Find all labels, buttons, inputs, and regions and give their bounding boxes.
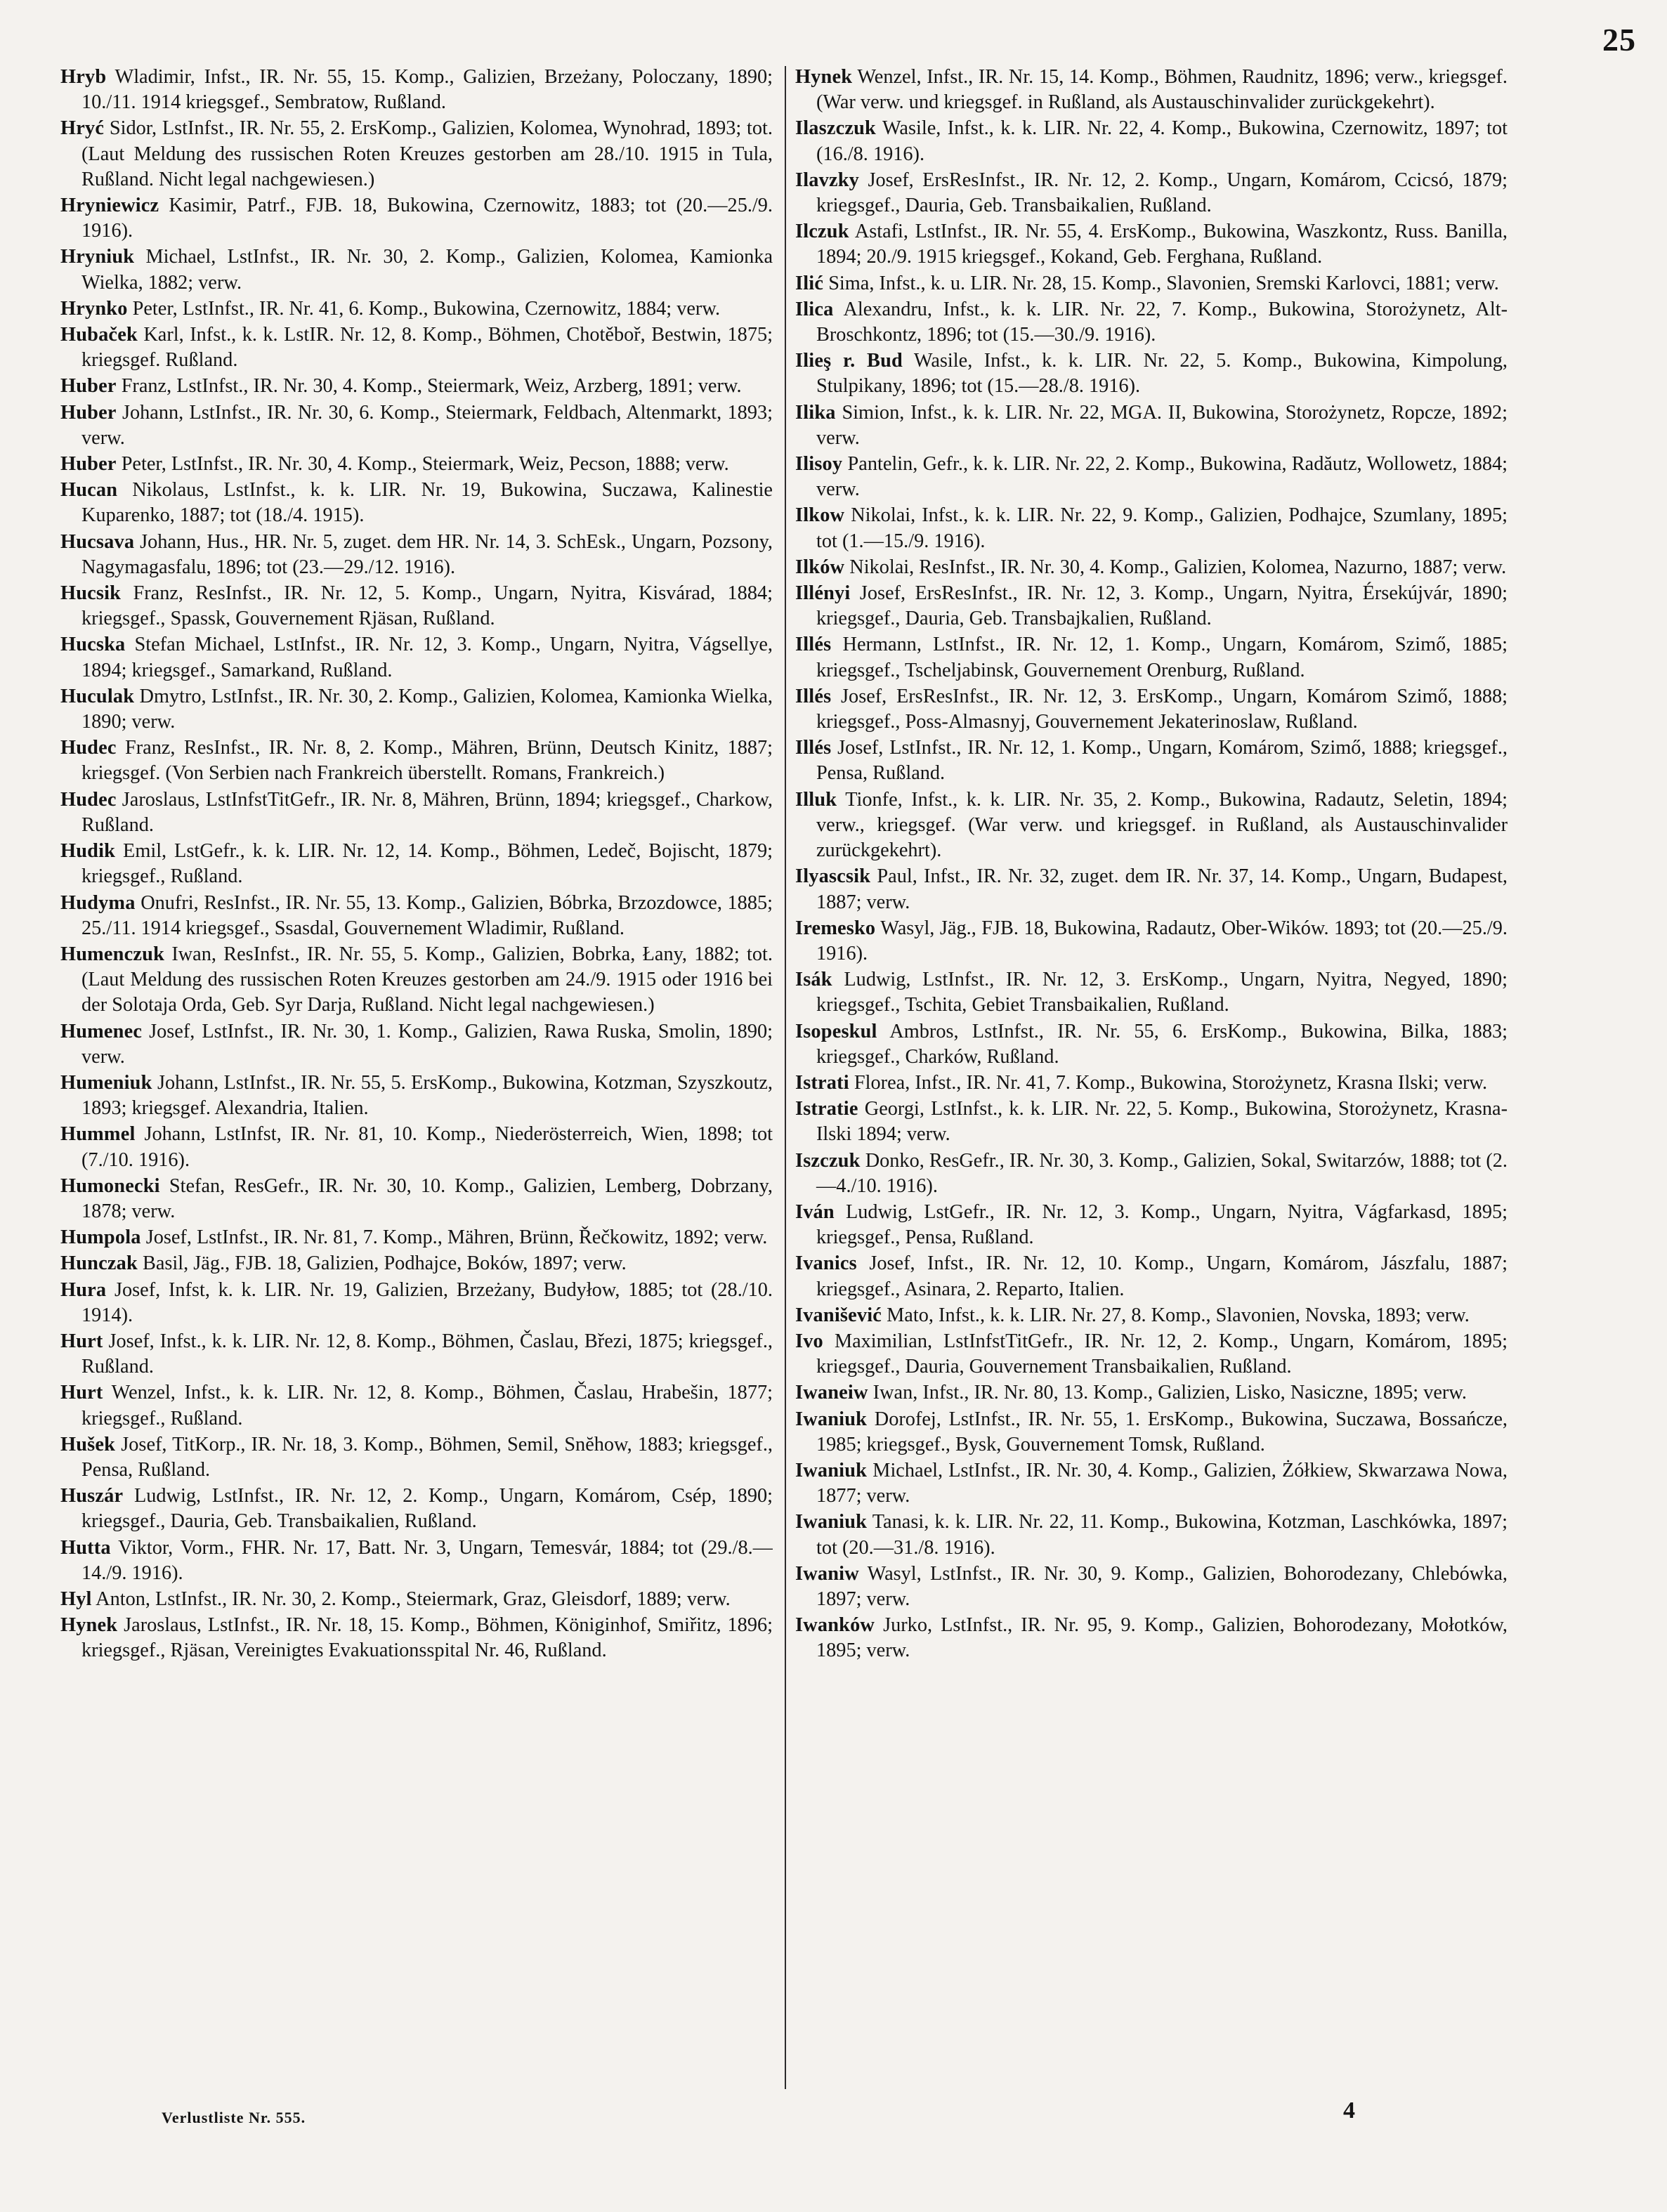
entry-surname: Hryniuk xyxy=(60,246,135,268)
footer-source: Verlustliste Nr. 555. xyxy=(162,2109,306,2126)
casualty-entry xyxy=(795,1562,1508,1612)
entry-surname: Hucsava xyxy=(60,530,135,553)
entry-surname: Huculak xyxy=(60,685,135,707)
casualty-entry xyxy=(60,322,773,373)
entry-surname: Ilić xyxy=(795,272,824,294)
entry-details: Florea, Infst., IR. Nr. 41, 7. Komp., Bukowina, Storożynetz, Krasna Ilski; verw. xyxy=(854,1071,1488,1094)
entry-details: Wladimir, Infst., IR. Nr. 55, 15. Komp., Galizien, Brzeżany, Poloczany, 1890; 10./11. 1914 kriegsgef., Sembratow, Rußland. xyxy=(81,66,773,114)
entry-details: Onufri, ResInfst., IR. Nr. 55, 13. Komp., Galizien, Bóbrka, Brzozdowce, 1885; 25./11. 1914 kriegsgef., Ssasdal, Gouvernement Wladimir, Rußland. xyxy=(81,891,773,939)
entry-surname: Hryb xyxy=(60,66,107,88)
entry-surname: Hudyma xyxy=(60,891,136,914)
casualty-entry xyxy=(60,684,773,735)
entry-surname: Humenec xyxy=(60,1020,143,1042)
casualty-entry xyxy=(795,787,1508,864)
casualty-entry xyxy=(60,296,773,322)
entry-surname: Ilkow xyxy=(795,504,845,527)
casualty-entry xyxy=(795,1251,1508,1302)
entry-surname: Huber xyxy=(60,375,117,398)
casualty-entry xyxy=(795,1458,1508,1509)
entry-details: Josef, Infst., IR. Nr. 12, 10. Komp., Ungarn, Komárom, Jászfalu, 1887; kriegsgef., Asinara, 2. Reparto, Italien. xyxy=(816,1252,1508,1300)
entry-details: Franz, ResInfst., IR. Nr. 12, 5. Komp., Ungarn, Nyitra, Kisvárad, 1884; kriegsgef., Spassk, Gouvernement Rjäsan, Rußland. xyxy=(81,582,773,630)
entry-details: Emil, LstGefr., k. k. LIR. Nr. 12, 14. Komp., Böhmen, Ledeč, Bojischt, 1879; kriegsgef., Rußland. xyxy=(81,840,773,888)
entry-surname: Illényi xyxy=(795,582,851,605)
entry-surname: Humpola xyxy=(60,1226,141,1249)
entry-surname: Illuk xyxy=(795,788,837,811)
entry-details: Astafi, LstInfst., IR. Nr. 55, 4. ErsKomp., Bukowina, Waszkontz, Russ. Banilla, 1894; 20./9. 1915 kriegsgef., Kokand, Geb. Ferghana, Rußland. xyxy=(816,221,1508,268)
casualty-entry xyxy=(60,374,773,399)
entry-details: Georgi, LstInfst., k. k. LIR. Nr. 22, 5. Komp., Bukowina, Storożynetz, Krasna-Ilski 1894; verw. xyxy=(816,1098,1508,1146)
casualty-entry xyxy=(795,1407,1508,1458)
casualty-entry xyxy=(60,1329,773,1380)
casualty-entry xyxy=(60,400,773,451)
entry-surname: Istrati xyxy=(795,1071,849,1094)
entry-surname: Hura xyxy=(60,1278,107,1301)
casualty-entry xyxy=(60,839,773,889)
casualty-entry xyxy=(60,1380,773,1431)
entry-details: Franz, LstInfst., IR. Nr. 30, 4. Komp., Steiermark, Weiz, Arzberg, 1891; verw. xyxy=(121,375,742,398)
entry-details: Josef, ErsResInfst., IR. Nr. 12, 2. Komp., Ungarn, Komárom, Ccicsó, 1879; kriegsgef., Dauria, Geb. Transbaikalien, Rußland. xyxy=(816,169,1508,217)
casualty-entry xyxy=(795,864,1508,915)
casualty-entry xyxy=(795,116,1508,166)
casualty-entry xyxy=(795,916,1508,967)
entry-surname: Hurt xyxy=(60,1382,103,1404)
entry-surname: Hrynko xyxy=(60,297,128,320)
entry-surname: Istratie xyxy=(795,1098,858,1120)
casualty-entry xyxy=(60,65,773,115)
entry-surname: Ilków xyxy=(795,556,845,578)
entry-details: Peter, LstInfst., IR. Nr. 41, 6. Komp., Bukowina, Czernowitz, 1884; verw. xyxy=(132,297,721,320)
entry-surname: Ilavzky xyxy=(795,169,860,191)
entry-details: Ludwig, LstInfst., IR. Nr. 12, 2. Komp., Ungarn, Komárom, Csép, 1890; kriegsgef., Dauria, Geb. Transbaikalien, Rußland. xyxy=(81,1485,773,1533)
entry-details: Peter, LstInfst., IR. Nr. 30, 4. Komp., Steiermark, Weiz, Pecson, 1888; verw. xyxy=(121,453,729,476)
entry-surname: Hudik xyxy=(60,840,116,863)
entry-details: Josef, LstInfst., IR. Nr. 12, 1. Komp., Ungarn, Komárom, Szimő, 1888; kriegsgef., Pensa, Rußland. xyxy=(816,737,1508,785)
casualty-entry xyxy=(795,735,1508,786)
entry-surname: Iván xyxy=(795,1200,835,1223)
entry-details: Mato, Infst., k. k. LIR. Nr. 27, 8. Komp., Slavonien, Novska, 1893; verw. xyxy=(887,1304,1470,1326)
entry-details: Basil, Jäg., FJB. 18, Galizien, Podhajce, Boków, 1897; verw. xyxy=(142,1252,627,1275)
entry-details: Paul, Infst., IR. Nr. 32, zuget. dem IR. Nr. 37, 14. Komp., Ungarn, Budapest, 1887; verw. xyxy=(816,865,1508,913)
footer-sheet-number: 4 xyxy=(1343,2098,1355,2123)
entry-surname: Illés xyxy=(795,737,832,759)
entry-details: Pantelin, Gefr., k. k. LIR. Nr. 22, 2. Komp., Bukowina, Radăutz, Wollowetz, 1884; verw. xyxy=(816,453,1508,501)
entry-details: Stefan, ResGefr., IR. Nr. 30, 10. Komp., Galizien, Lemberg, Dobrzany, 1878; verw. xyxy=(81,1174,773,1222)
casualty-entry xyxy=(795,348,1508,399)
entry-details: Jaroslaus, LstInfst., IR. Nr. 18, 15. Komp., Böhmen, Königinhof, Smiřitz, 1896; kriegsgef., Rjäsan, Vereinigtes Evakuationsspital Nr. 46, Rußland. xyxy=(81,1614,773,1662)
entry-details: Johann, LstInfst., IR. Nr. 30, 6. Komp., Steiermark, Feldbach, Altenmarkt, 1893; verw. xyxy=(81,401,773,449)
entry-details: Ludwig, LstGefr., IR. Nr. 12, 3. Komp., Ungarn, Nyitra, Vágfarkasd, 1895; kriegsgef., Pensa, Rußland. xyxy=(816,1200,1508,1249)
casualty-entry xyxy=(60,1278,773,1328)
entry-surname: Hušek xyxy=(60,1433,116,1455)
entry-surname: Ilisoy xyxy=(795,453,843,476)
entry-surname: Ilczuk xyxy=(795,221,849,243)
entry-surname: Humenczuk xyxy=(60,943,165,965)
casualty-entry xyxy=(60,1019,773,1070)
entry-details: Michael, LstInfst., IR. Nr. 30, 2. Komp., Galizien, Kolomea, Kamionka Wielka, 1882; verw. xyxy=(81,246,773,294)
page-number: 25 xyxy=(1602,22,1636,58)
entry-surname: Iwaniuk xyxy=(795,1459,868,1481)
entry-details: Nikolai, Infst., k. k. LIR. Nr. 22, 9. Komp., Galizien, Podhajce, Szumlany, 1895; tot (1.—15./9. 1916). xyxy=(816,504,1508,552)
entry-surname: Illés xyxy=(795,634,832,656)
entry-surname: Humeniuk xyxy=(60,1071,152,1094)
entry-surname: Iwaniuk xyxy=(795,1408,868,1430)
entry-details: Josef, ErsResInfst., IR. Nr. 12, 3. ErsKomp., Ungarn, Komárom Szimő, 1888; kriegsgef., Poss-Almasnyj, Gouvernement Jekaterinoslaw, Rußland. xyxy=(816,685,1508,733)
casualty-entry xyxy=(795,1380,1508,1406)
entry-surname: Ilieş r. Bud xyxy=(795,350,903,372)
entry-surname: Ilaszczuk xyxy=(795,117,876,140)
entry-details: Tanasi, k. k. LIR. Nr. 22, 11. Komp., Bukowina, Kotzman, Laschkówka, 1897; tot (20.—31./8. 1916). xyxy=(816,1511,1508,1559)
entry-surname: Huszár xyxy=(60,1485,124,1507)
entry-surname: Illés xyxy=(795,685,832,707)
casualty-entry xyxy=(60,1071,773,1121)
entry-surname: Hudec xyxy=(60,737,117,759)
column-divider xyxy=(785,66,786,2089)
entry-surname: Hunczak xyxy=(60,1252,138,1275)
casualty-entry xyxy=(60,787,773,838)
casualty-entry xyxy=(60,1174,773,1224)
entry-details: Josef, ErsResInfst., IR. Nr. 12, 3. Komp., Ungarn, Nyitra, Érsekújvár, 1890; kriegsgef., Dauria, Geb. Transbajkalien, Rußland. xyxy=(816,582,1508,630)
entry-details: Josef, Infst, k. k. LIR. Nr. 19, Galizien, Brzeżany, Budyłow, 1885; tot (28./10. 1914). xyxy=(81,1278,773,1326)
entry-surname: Hucska xyxy=(60,634,126,656)
casualty-entry xyxy=(795,219,1508,270)
casualty-entry xyxy=(60,1587,773,1612)
casualty-entry xyxy=(60,1432,773,1483)
entry-details: Jurko, LstInfst., IR. Nr. 95, 9. Komp., Galizien, Bohorodezany, Mołotków, 1895; verw. xyxy=(816,1614,1508,1662)
entry-details: Anton, LstInfst., IR. Nr. 30, 2. Komp., Steiermark, Graz, Gleisdorf, 1889; verw. xyxy=(96,1588,731,1610)
entry-details: Michael, LstInfst., IR. Nr. 30, 4. Komp., Galizien, Żółkiew, Skwarzawa Nowa, 1877; verw. xyxy=(816,1459,1508,1507)
casualty-entry xyxy=(795,168,1508,218)
casualty-entry xyxy=(795,400,1508,451)
entry-details: Wenzel, Infst., IR. Nr. 15, 14. Komp., Böhmen, Raudnitz, 1896; verw., kriegsgef. (War verw. und kriegsgef. in Rußland, als Austauschinvalider zurückgekehrt). xyxy=(816,66,1508,114)
entry-surname: Ivo xyxy=(795,1330,823,1352)
entry-details: Stefan Michael, LstInfst., IR. Nr. 12, 3. Komp., Ungarn, Nyitra, Vágsellye, 1894; kriegsgef., Samarkand, Rußland. xyxy=(81,634,773,681)
casualty-entry xyxy=(60,478,773,528)
casualty-entry xyxy=(60,581,773,631)
casualty-entry xyxy=(60,1122,773,1172)
entry-details: Sidor, LstInfst., IR. Nr. 55, 2. ErsKomp., Galizien, Kolomea, Wynohrad, 1893; tot. (Laut Meldung des russischen Roten Kreuzes gestorben am 28./10. 1915 in Tula, Rußland. Nicht legal nachgewiesen.) xyxy=(81,117,773,190)
entry-surname: Ilika xyxy=(795,401,836,424)
casualty-entry xyxy=(795,1303,1508,1328)
entry-details: Maximilian, LstInfstTitGefr., IR. Nr. 12, 2. Komp., Ungarn, Komárom, 1895; kriegsgef., Dauria, Gouvernement Transbaikalien, Rußland. xyxy=(816,1330,1508,1378)
entry-details: Franz, ResInfst., IR. Nr. 8, 2. Komp., Mähren, Brünn, Deutsch Kinitz, 1887; kriegsgef. (Von Serbien nach Frankreich überstellt. Romans, Frankreich.) xyxy=(81,737,773,785)
entry-surname: Ilyascsik xyxy=(795,865,871,888)
casualty-entry xyxy=(60,1613,773,1663)
entry-surname: Hyl xyxy=(60,1588,92,1610)
entry-surname: Hurt xyxy=(60,1330,103,1352)
entry-details: Johann, LstInfst., IR. Nr. 55, 5. ErsKomp., Bukowina, Kotzman, Szyszkoutz, 1893; kriegsgef. Alexandria, Italien. xyxy=(81,1071,773,1120)
casualty-entry xyxy=(795,632,1508,683)
entry-details: Kasimir, Patrf., FJB. 18, Bukowina, Czernowitz, 1883; tot (20.—25./9. 1916). xyxy=(81,195,773,242)
entry-details: Iwan, ResInfst., IR. Nr. 55, 5. Komp., Galizien, Bobrka, Łany, 1882; tot. (Laut Meldung des russischen Roten Kreuzes gestorben am 24./9. 1915 oder 1916 bei der Solotaja Orda, Geb. Syr Darja, Rußland. Nicht legal nachgewiesen.) xyxy=(81,943,773,1016)
entry-details: Wasyl, LstInfst., IR. Nr. 30, 9. Komp., Galizien, Bohorodezany, Chlebówka, 1897; verw. xyxy=(816,1562,1508,1610)
entry-surname: Hutta xyxy=(60,1536,111,1559)
entry-surname: Iwanków xyxy=(795,1614,875,1637)
entry-details: Dorofej, LstInfst., IR. Nr. 55, 1. ErsKomp., Bukowina, Suczawa, Bossańcze, 1985; kriegsgef., Bysk, Gouvernement Tomsk, Rußland. xyxy=(816,1408,1508,1455)
entry-details: Josef, TitKorp., IR. Nr. 18, 3. Komp., Böhmen, Semil, Snĕhow, 1883; kriegsgef., Pensa, Rußland. xyxy=(81,1433,773,1481)
entry-surname: Huber xyxy=(60,401,117,424)
casualty-entry xyxy=(60,735,773,786)
entry-surname: Hucsik xyxy=(60,582,122,605)
left-column xyxy=(60,65,773,2095)
casualty-entry xyxy=(795,1613,1508,1663)
entry-surname: Iwaniw xyxy=(795,1562,859,1585)
entry-details: Hermann, LstInfst., IR. Nr. 12, 1. Komp., Ungarn, Komárom, Szimő, 1885; kriegsgef., Tscheljabinsk, Gouvernement Orenburg, Rußland. xyxy=(816,634,1508,681)
entry-details: Wasyl, Jäg., FJB. 18, Bukowina, Radautz, Ober-Wików. 1893; tot (20.—25./9. 1916). xyxy=(816,917,1508,964)
right-column xyxy=(795,65,1508,2095)
entry-surname: Iszczuk xyxy=(795,1149,861,1172)
entry-details: Sima, Infst., k. u. LIR. Nr. 28, 15. Komp., Slavonien, Sremski Karlovci, 1881; verw. xyxy=(828,272,1499,294)
entry-surname: Humonecki xyxy=(60,1174,160,1197)
entry-details: Dmytro, LstInfst., IR. Nr. 30, 2. Komp., Galizien, Kolomea, Kamionka Wielka, 1890; verw. xyxy=(81,685,773,733)
casualty-entry xyxy=(795,271,1508,296)
entry-surname: Iwaneiw xyxy=(795,1382,868,1404)
entry-surname: Hucan xyxy=(60,479,118,502)
casualty-entry xyxy=(795,555,1508,580)
entry-surname: Hryniewicz xyxy=(60,195,159,217)
casualty-entry xyxy=(795,452,1508,502)
entry-details: Karl, Infst., k. k. LstIR. Nr. 12, 8. Komp., Böhmen, Chotěboř, Bestwin, 1875; kriegsgef. Rußland. xyxy=(81,324,773,372)
casualty-entry xyxy=(60,942,773,1019)
entry-surname: Ivanišević xyxy=(795,1304,882,1326)
casualty-entry xyxy=(60,530,773,580)
casualty-entry xyxy=(795,1097,1508,1147)
entry-details: Johann, Hus., HR. Nr. 5, zuget. dem HR. Nr. 14, 3. SchEsk., Ungarn, Pozsony, Nagymagasfalu, 1896; tot (23.—29./12. 1916). xyxy=(81,530,773,578)
casualty-entry xyxy=(795,1019,1508,1070)
casualty-entry xyxy=(795,1510,1508,1560)
casualty-entry xyxy=(60,116,773,192)
entry-details: Ambros, LstInfst., IR. Nr. 55, 6. ErsKomp., Bukowina, Bilka, 1883; kriegsgef., Charków, Rußland. xyxy=(816,1020,1508,1068)
casualty-entry xyxy=(795,297,1508,348)
entry-details: Simion, Infst., k. k. LIR. Nr. 22, MGA. II, Bukowina, Storożynetz, Ropcze, 1892; verw. xyxy=(816,401,1508,449)
entry-surname: Hryć xyxy=(60,117,105,140)
casualty-entry xyxy=(795,65,1508,115)
casualty-entry xyxy=(60,452,773,477)
entry-surname: Isák xyxy=(795,969,832,991)
entry-details: Alexandru, Infst., k. k. LIR. Nr. 22, 7. Komp., Bukowina, Storożynetz, Alt-Broschkontz, 1896; tot (15.—30./9. 1916). xyxy=(816,298,1508,346)
entry-details: Wasile, Infst., k. k. LIR. Nr. 22, 4. Komp., Bukowina, Czernowitz, 1897; tot (16./8. 1916). xyxy=(816,117,1508,165)
casualty-entry xyxy=(60,891,773,941)
entry-details: Wenzel, Infst., k. k. LIR. Nr. 12, 8. Komp., Böhmen, Časlau, Hrabešin, 1877; kriegsgef., Rußland. xyxy=(81,1382,773,1429)
entry-surname: Hudec xyxy=(60,788,117,811)
entry-details: Donko, ResGefr., IR. Nr. 30, 3. Komp., Galizien, Sokal, Switarzów, 1888; tot (2.—4./10. 1916). xyxy=(816,1149,1508,1197)
entry-surname: Iwaniuk xyxy=(795,1511,868,1533)
entry-surname: Hubaček xyxy=(60,324,138,346)
entry-details: Josef, LstInfst., IR. Nr. 81, 7. Komp., Mähren, Brünn, Řečkowitz, 1892; verw. xyxy=(145,1226,768,1249)
entry-details: Iwan, Infst., IR. Nr. 80, 13. Komp., Galizien, Lisko, Nasiczne, 1895; verw. xyxy=(872,1382,1467,1404)
entry-surname: Ivanics xyxy=(795,1252,857,1275)
casualty-entry xyxy=(60,1251,773,1276)
entry-surname: Isopeskul xyxy=(795,1020,877,1042)
casualty-entry xyxy=(795,967,1508,1018)
casualty-entry xyxy=(60,632,773,683)
entry-details: Viktor, Vorm., FHR. Nr. 17, Batt. Nr. 3, Ungarn, Temesvár, 1884; tot (29./8.—14./9. 1916). xyxy=(81,1536,773,1584)
casualty-entry xyxy=(60,1536,773,1586)
entry-surname: Iremesko xyxy=(795,917,876,939)
entry-surname: Ilica xyxy=(795,298,834,320)
entry-surname: Hynek xyxy=(795,66,853,88)
casualty-entry xyxy=(795,1329,1508,1380)
casualty-entry xyxy=(795,1071,1508,1096)
casualty-entry xyxy=(60,193,773,244)
casualty-entry xyxy=(795,684,1508,735)
entry-details: Tionfe, Infst., k. k. LIR. Nr. 35, 2. Komp., Bukowina, Radautz, Seletin, 1894; verw., kriegsgef. (War verw. und kriegsgef. in Rußland, als Austauschinvalider zurückgekehrt). xyxy=(816,788,1508,862)
casualty-entry xyxy=(60,1484,773,1534)
entry-details: Nikolai, ResInfst., IR. Nr. 30, 4. Komp., Galizien, Kolomea, Nazurno, 1887; verw. xyxy=(849,556,1507,578)
entry-surname: Hummel xyxy=(60,1123,136,1146)
entry-details: Jaroslaus, LstInfstTitGefr., IR. Nr. 8, Mähren, Brünn, 1894; kriegsgef., Charkow, Rußland. xyxy=(81,788,773,836)
casualty-entry xyxy=(795,581,1508,631)
entry-surname: Huber xyxy=(60,453,117,476)
casualty-entry xyxy=(795,1200,1508,1250)
casualty-entry xyxy=(60,244,773,295)
entry-details: Josef, Infst., k. k. LIR. Nr. 12, 8. Komp., Böhmen, Časlau, Březi, 1875; kriegsgef., Rußland. xyxy=(81,1330,773,1378)
casualty-entry xyxy=(795,1148,1508,1199)
casualty-entry xyxy=(60,1225,773,1250)
casualty-entry xyxy=(795,503,1508,554)
entry-details: Johann, LstInfst, IR. Nr. 81, 10. Komp., Niederösterreich, Wien, 1898; tot (7./10. 1916). xyxy=(81,1123,773,1171)
entry-details: Nikolaus, LstInfst., k. k. LIR. Nr. 19, Bukowina, Suczawa, Kalinestie Kuparenko, 1887; tot (18./4. 1915). xyxy=(81,479,773,527)
entry-surname: Hynek xyxy=(60,1614,118,1637)
entry-details: Josef, LstInfst., IR. Nr. 30, 1. Komp., Galizien, Rawa Ruska, Smolin, 1890; verw. xyxy=(81,1020,773,1068)
entry-details: Ludwig, LstInfst., IR. Nr. 12, 3. ErsKomp., Ungarn, Nyitra, Negyed, 1890; kriegsgef., Tschita, Gebiet Transbaikalien, Rußland. xyxy=(816,969,1508,1016)
entry-details: Wasile, Infst., k. k. LIR. Nr. 22, 5. Komp., Bukowina, Kimpolung, Stulpikany, 1896; tot (15.—28./8. 1916). xyxy=(816,350,1508,398)
